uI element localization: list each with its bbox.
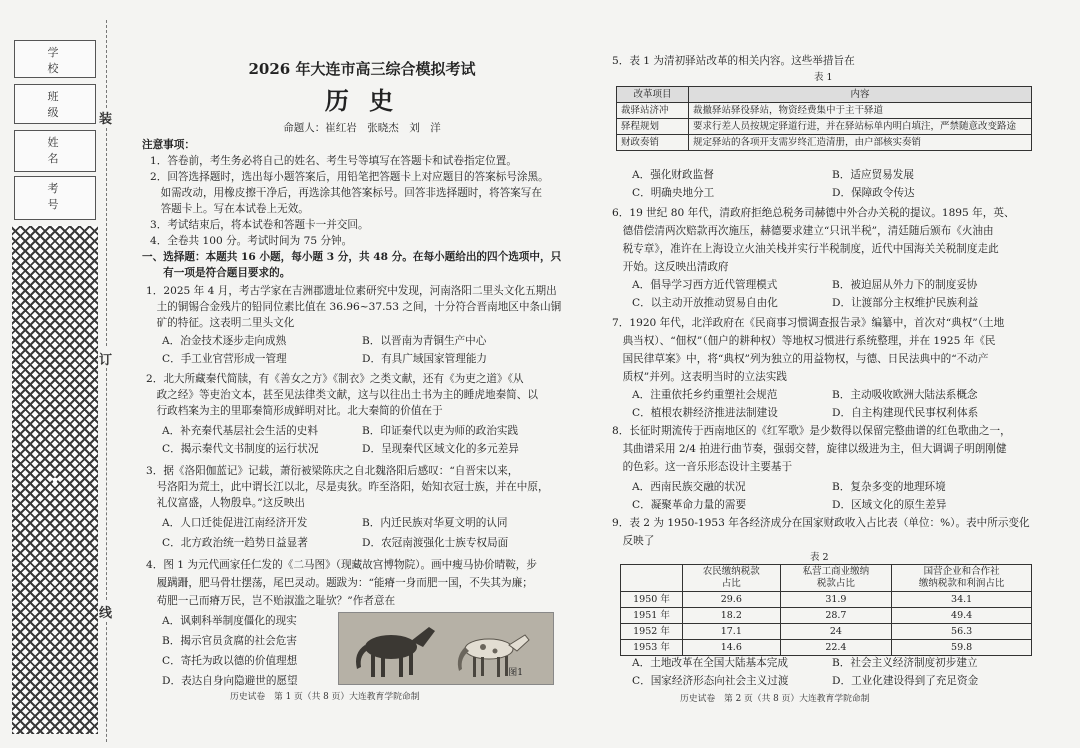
seal-dashline	[106, 368, 107, 600]
table-header	[621, 565, 683, 592]
exam-title: 2026 年大连市高三综合模拟考试	[248, 60, 476, 78]
option-b[interactable]: B．内迁民族对华夏文明的认同	[362, 517, 508, 529]
question-stem: 9．表 2 为 1950-1953 年各经济成分在国家财政收入占比表（单位：%）。表中所示变化	[612, 517, 1030, 529]
question-stem: 政之经》等吏治文本，甚至见法律类文献，这与以往出土书为主的睡虎地秦简、以	[146, 389, 538, 401]
question-stem: 苟肥一己而瘠万民，岂不贻淑滥之耻欤？”作者意在	[146, 595, 396, 607]
question-stem: 的色彩。这一音乐形态设计主要基于	[612, 461, 793, 473]
seal-dashline	[106, 20, 107, 108]
table-row	[617, 135, 1032, 151]
option-c[interactable]: C．凝聚革命力量的需要	[632, 499, 747, 511]
option-a[interactable]: A．人口迁徙促进江南经济开发	[162, 517, 308, 529]
table-title: 表 1	[814, 72, 833, 83]
question-stem: 典当权）、“佃权”（佃户的耕种权）等地权习惯进行系统整理，并在 1925 年《民	[612, 335, 996, 347]
question-stem: 号洛阳为荒土，此中谓长江以北，尽是夷狄。昨至洛阳，始知衣冠士族，并在中原，	[146, 481, 549, 493]
name-field[interactable]	[14, 130, 96, 172]
table-header-row	[617, 87, 1032, 103]
question-stem: 8．长征时期流传于西南地区的《红军歌》是少数得以保留完整曲谱的红色歌曲之一，	[612, 425, 1011, 437]
option-b[interactable]: B．适应贸易发展	[832, 169, 914, 181]
table-cell: 驿程规划	[617, 119, 689, 135]
option-b[interactable]: B．揭示官员贪腐的社会危害	[162, 635, 297, 647]
exam-number-label: 考 号	[47, 182, 77, 211]
notes-heading: 注意事项：	[142, 139, 195, 151]
option-d[interactable]: D．区域文化的原生差异	[832, 499, 947, 511]
option-c[interactable]: C．揭示秦代文书制度的运行状况	[162, 443, 319, 455]
table-header: 内容	[689, 87, 1032, 103]
option-d[interactable]: D．表达自身向隐避世的愿望	[162, 675, 298, 687]
notes-line: 1．答卷前，考生务必将自己的姓名、考生号等填写在答题卡和试卷指定位置。	[150, 155, 517, 167]
option-c[interactable]: C．植根农耕经济推进法制建设	[632, 407, 778, 419]
question-stem: 税专章》，准许在上海设立火油关栈并实行半税制度，近代中国海关关税制度走此	[612, 243, 999, 255]
question-stem: 履蹒跚，肥马骨壮摆荡，尾巴灵动。题跋为：“能瘠一身而肥一国，不失其为廉；	[146, 577, 533, 589]
option-a[interactable]: A．土地改革在全国大陆基本完成	[632, 657, 788, 669]
question-stem: 6．19 世纪 80 年代，清政府拒绝总税务司赫德中外合办关税的提议。1895 年，英、	[612, 207, 1015, 219]
table-cell: 59.8	[892, 640, 1032, 656]
table-cell: 24	[780, 624, 892, 640]
option-d[interactable]: D．工业化建设得到了充足资金	[832, 675, 979, 687]
figure-caption: 图1	[508, 667, 523, 678]
table-cell: 1953 年	[621, 640, 683, 656]
question-stem: 土的铜锡合金残片的铅同位素比值在 36.96~37.53 之间，十分符合晋南地区中条山铜	[146, 301, 562, 313]
section-heading: 一、选择题：本题共 16 小题，每小题 3 分，共 48 分。在每小题给出的四个选项中，只	[142, 251, 562, 263]
table-row	[621, 640, 1032, 656]
table-cell: 裁驿站济冲	[617, 103, 689, 119]
exam-number-field[interactable]	[14, 176, 96, 220]
option-c[interactable]: C．以主动开放推动贸易自由化	[632, 297, 778, 309]
option-a[interactable]: A．强化财政监督	[632, 169, 714, 181]
table-cell: 1952 年	[621, 624, 683, 640]
option-a[interactable]: A．注重依托乡约重塑社会规范	[632, 389, 778, 401]
option-b[interactable]: B．以晋南为青铜生产中心	[362, 335, 487, 347]
page-footer: 历史试卷 第 1 页（共 8 页）大连教育学院命制	[230, 692, 420, 702]
seal-mark-zhuang: 装	[99, 112, 113, 127]
table-row	[617, 103, 1032, 119]
table-header: 国营企业和合作社 缴纳税款和利润占比	[892, 565, 1032, 592]
option-c[interactable]: C．明确央地分工	[632, 187, 715, 199]
table-cell: 28.7	[780, 608, 892, 624]
question-stem: 国民律草案》中，将“典权”列为独立的用益物权，与德、日民法典中的“不动产	[612, 353, 989, 365]
table-cell: 34.1	[892, 592, 1032, 608]
table-header-row	[621, 565, 1032, 592]
question-stem: 礼仪富盛，人物殷阜。”这反映出	[146, 497, 306, 509]
option-d[interactable]: D．保障政令传达	[832, 187, 915, 199]
option-a[interactable]: A．倡导学习西方近代管理模式	[632, 279, 778, 291]
table-cell: 14.6	[683, 640, 781, 656]
school-label: 学 校	[47, 46, 77, 75]
option-d[interactable]: D．让渡部分主权维护民族利益	[832, 297, 979, 309]
option-b[interactable]: B．社会主义经济制度初步建立	[832, 657, 978, 669]
seal-dashline	[106, 128, 107, 346]
option-a[interactable]: A．冶金技术逐步走向成熟	[162, 335, 287, 347]
option-a[interactable]: A．西南民族交融的状况	[632, 481, 746, 493]
table-row	[621, 608, 1032, 624]
table-cell: 要求行差人员按规定驿道行进，并在驿站标单内明白填注，严禁随意改变路途	[689, 119, 1032, 135]
table-row	[621, 624, 1032, 640]
option-b[interactable]: B．主动吸收欧洲大陆法系概念	[832, 389, 978, 401]
question-stem: 其曲谱采用 2/4 拍进行曲节奏，强弱交替，旋律以级进为主，但大调调子明朗刚健	[612, 443, 1007, 455]
table-cell: 49.4	[892, 608, 1032, 624]
option-a[interactable]: A．补充秦代基层社会生活的史料	[162, 425, 318, 437]
name-label: 姓 名	[47, 136, 77, 165]
option-c[interactable]: C．寄托为政以德的价值理想	[162, 655, 298, 667]
table-header: 私营工商业缴纳 税款占比	[780, 565, 892, 592]
table-cell: 31.9	[780, 592, 892, 608]
question-stem: 反映了	[612, 535, 655, 547]
question-stem: 4．图 1 为元代画家任仁发的《二马图》（现藏故宫博物院）。画中瘦马协价晴鞍，步	[146, 559, 537, 571]
table-cell: 1950 年	[621, 592, 683, 608]
class-field[interactable]	[14, 84, 96, 124]
option-b[interactable]: B．复杂多变的地理环境	[832, 481, 946, 493]
table-cell: 裁撤驿站驿役驿站，物资经费集中于主干驿道	[689, 103, 1032, 119]
question-stem: 5．表 1 为清初驿站改革的相关内容。这些举措旨在	[612, 55, 855, 67]
table-header: 改革项目	[617, 87, 689, 103]
school-field[interactable]	[14, 40, 96, 78]
table-row	[617, 119, 1032, 135]
option-c[interactable]: C．国家经济形态向社会主义过渡	[632, 675, 789, 687]
option-d[interactable]: D．呈现秦代区域文化的多元差异	[362, 443, 519, 455]
table-cell: 17.1	[683, 624, 781, 640]
question-stem: 行政档案为主的里耶秦简形成鲜明对比。北大秦简的价值在于	[146, 405, 443, 417]
seal-dashline	[106, 622, 107, 742]
notes-line: 2．回答选择题时，选出每小题答案后，用铅笔把答题卡上对应题目的答案标号涂黑。	[150, 171, 549, 183]
notes-line: 答题卡上。写在本试卷上无效。	[150, 203, 309, 215]
binding-strip	[0, 0, 134, 748]
option-c[interactable]: C．北方政治统一趋势日益显著	[162, 537, 308, 549]
table-row	[621, 592, 1032, 608]
question-stem: 开始。这反映出清政府	[612, 261, 729, 273]
table-cell: 56.3	[892, 624, 1032, 640]
question-stem: 德借偿清两次赔款再次施压，赫德要求建立“只讯半税”，清廷随后颁布《火油由	[612, 225, 994, 237]
page-footer: 历史试卷 第 2 页（共 8 页）大连教育学院命制	[680, 694, 870, 704]
two-horses-painting	[338, 612, 554, 685]
table-header: 农民缴纳税款 占比	[683, 565, 781, 592]
class-label: 班 级	[47, 90, 77, 119]
seal-mark-ding: 订	[99, 353, 113, 368]
table-title: 表 2	[810, 552, 829, 563]
subject-title: 历 史	[324, 86, 400, 115]
question-stem: 2．北大所藏秦代简牍，有《善女之方》《制衣》之类文献，还有《为吏之道》《从	[146, 373, 524, 385]
option-d[interactable]: D．自主构建现代民事权利体系	[832, 407, 979, 419]
notes-line: 4．全卷共 100 分。考试时间为 75 分钟。	[150, 235, 353, 247]
question-stem: 7．1920 年代，北洋政府在《民商事习惯调查报告录》编纂中，首次对“典权”（土地	[612, 317, 1005, 329]
table-cell: 1951 年	[621, 608, 683, 624]
table-cell: 18.2	[683, 608, 781, 624]
section-heading: 有一项是符合题目要求的。	[142, 267, 291, 279]
authors-line: 命题人：崔红岩 张晓杰 刘 洋	[283, 122, 441, 134]
question-stem: 3．据《洛阳伽蓝记》记载，萧衍被梁陈庆之自北魏洛阳后感叹：“自晋宋以来，	[146, 465, 519, 477]
question-stem: 质权”并列。这表明当时的立法实践	[612, 371, 787, 383]
notes-line: 如需改动，用橡皮擦干净后，再选涂其他答案标号。回答非选择题时，将答案写在	[150, 187, 542, 199]
table-2	[620, 564, 1032, 656]
table-cell: 22.4	[780, 640, 892, 656]
option-d[interactable]: D．有具广域国家管理能力	[362, 353, 488, 365]
question-stem: 1．2025 年 4 月，考古学家在吉洲郡遗址位素研究中发现，河南洛阳二里头文化五期出	[146, 285, 557, 297]
notes-line: 3．考试结束后，将本试卷和答题卡一并交回。	[150, 219, 369, 231]
table-cell: 29.6	[683, 592, 781, 608]
option-b[interactable]: B．被迫屈从外力下的制度妥协	[832, 279, 978, 291]
anti-counterfeit-pattern	[12, 226, 98, 734]
option-d[interactable]: D．农冠南渡强化士族专权局面	[362, 537, 509, 549]
table-1	[616, 86, 1032, 151]
option-b[interactable]: B．印证秦代以吏为师的政治实践	[362, 425, 519, 437]
seal-mark-xian: 线	[99, 606, 113, 621]
option-a[interactable]: A．讽刺科举制度僵化的现实	[162, 615, 297, 627]
table-cell: 财政奏销	[617, 135, 689, 151]
option-c[interactable]: C．手工业官营形成一管理	[162, 353, 287, 365]
table-cell: 规定驿站的各项开支需岁终汇造清册，由户部核实奏销	[689, 135, 1032, 151]
question-stem: 矿的特征。这表明二里头文化	[146, 317, 295, 329]
